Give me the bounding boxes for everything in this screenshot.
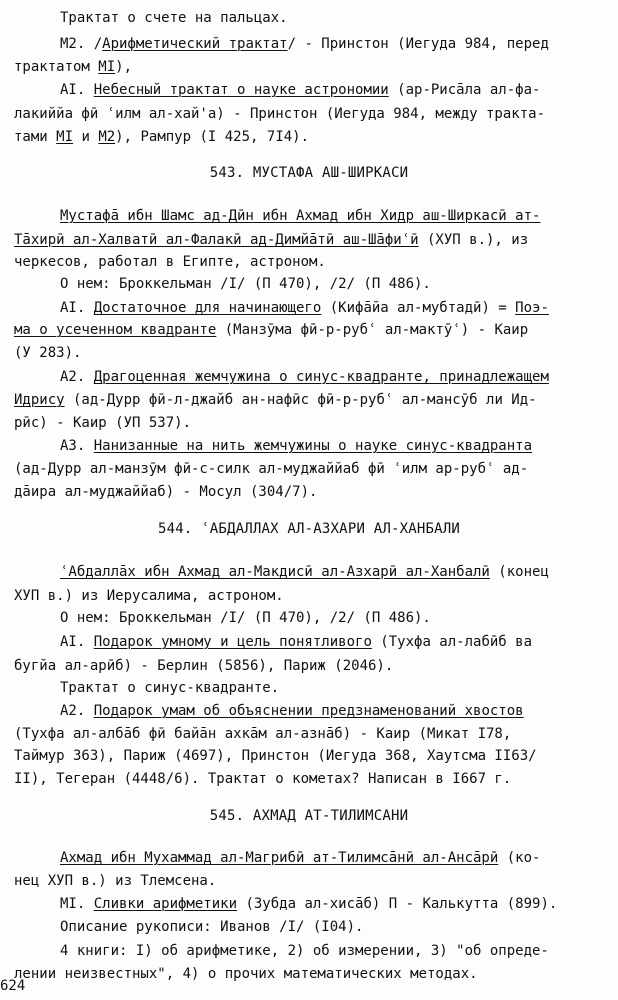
underlined-title: ма о усеченном квадранте	[14, 322, 217, 338]
underlined-title: Подарок умному и цель понятливого	[93, 634, 372, 650]
text-span: О нем: Броккельман /I/ (П 470), /2/ (П 486).	[60, 276, 431, 292]
page-number: 624	[0, 978, 26, 994]
text-span: лакиййа фӣ ʿилм ал-хай'а) - Принстон (Иегуда 984, между тракта-	[14, 106, 546, 122]
text-span: ), Рампур (I 425, 7I4).	[115, 129, 310, 145]
text-span: МI.	[60, 896, 94, 912]
text-line	[0, 298, 618, 318]
text-span: рӣс) - Каир (УП 537).	[14, 415, 192, 431]
text-line	[0, 127, 618, 147]
underlined-title: Тāхирӣ ал-Халватӣ ал-Фалакӣ ад-Димйāтӣ аш-Шāфиʿӣ	[14, 232, 419, 248]
text-span: лении неизвестных", 4) о прочих математических методах.	[14, 966, 478, 982]
text-span: М2. /	[60, 36, 103, 52]
underlined-title: М2	[98, 129, 116, 145]
text-span: АI.	[60, 300, 94, 316]
underlined-title: Сливки арифметики	[93, 896, 238, 912]
text-span: А2.	[60, 703, 94, 719]
text-line	[0, 343, 618, 363]
underlined-title: Ахмад ибн Мухаммад ал-Магрибӣ ат-Тилимсāнӣ ал-Ансāрӣ	[60, 850, 499, 866]
text-line	[0, 413, 618, 433]
text-span: II), Тегеран (4448/6). Трактат о кометах? Написан в I667 г.	[14, 771, 512, 787]
text-span: трактатом	[14, 59, 99, 75]
text-line	[0, 252, 618, 272]
text-span: (ко-	[498, 850, 541, 866]
text-line	[0, 482, 618, 502]
text-line	[0, 871, 618, 891]
text-span: Трактат о счете на пальцах.	[60, 10, 288, 26]
text-line	[0, 724, 618, 744]
section-heading	[0, 806, 618, 826]
underlined-title: Драгоценная жемчужина о синус-квадранте, принадлежащем	[93, 369, 549, 385]
text-span: тами	[14, 129, 57, 145]
text-line	[0, 608, 618, 628]
text-line	[0, 632, 618, 652]
text-span: нец ХУП в.) из Тлемсена.	[14, 873, 217, 889]
text-line	[0, 917, 618, 937]
underlined-title: Нанизанные на нить жемчужины о науке синус-квадранта	[93, 438, 533, 454]
underlined-title: Идрису	[14, 392, 65, 408]
underlined-title: МI	[98, 59, 116, 75]
text-span: О нем: Броккельман /I/ (П 470), /2/ (П 486).	[60, 610, 431, 626]
text-line	[0, 746, 618, 766]
text-span: АI.	[60, 82, 94, 98]
text-line	[0, 104, 618, 124]
text-span: дāира ал-муджаййаб) - Мосул (304/7).	[14, 484, 318, 500]
underlined-title: Арифметический трактат	[102, 36, 288, 52]
text-span: (Кифāйа ал-мубтадӣ) =	[321, 300, 516, 316]
section-heading	[0, 163, 618, 183]
text-span: 543. МУСТАФА АШ-ШИРКАСИ	[209, 165, 409, 181]
text-line	[0, 320, 618, 340]
text-line	[0, 769, 618, 789]
text-line	[0, 656, 618, 676]
text-line	[0, 34, 618, 54]
text-span: 4 книги: I) об арифметике, 2) об измерении, 3) "об опреде-	[60, 943, 549, 959]
text-line	[0, 8, 618, 28]
text-span: (Манзӯма фӣ-р-рубʿ ал-мактӯʿ) - Каир	[216, 322, 529, 338]
text-line	[0, 57, 618, 77]
text-span: черкесов, работал в Египте, астроном.	[14, 254, 326, 270]
text-line	[0, 390, 618, 410]
text-span: Трактат о синус-квадранте.	[60, 680, 280, 696]
underlined-title: ʿАбдаллāх ибн Ахмад ал-Макдисӣ ал-Азхарӣ ал-Ханбалӣ	[60, 564, 490, 580]
text-span: ),	[115, 59, 133, 75]
text-line	[0, 848, 618, 868]
text-span: Описание рукописи: Иванов /I/ (I04).	[60, 919, 364, 935]
text-span: бугйа ал-арӣб) - Берлин (5856), Париж (2046).	[14, 658, 394, 674]
text-span: (ар-Рисāла ал-фа-	[388, 82, 541, 98]
text-line	[0, 274, 618, 294]
text-span: Таймур 363), Париж (4697), Принстон (Иегуда 368, Хаутсма II63/	[14, 748, 537, 764]
text-span: А2.	[60, 369, 94, 385]
text-line	[0, 941, 618, 961]
text-line	[0, 459, 618, 479]
underlined-title: МI	[56, 129, 74, 145]
text-span: / - Принстон (Иегуда 984, перед	[287, 36, 549, 52]
text-span: (ХУП в.), из	[418, 232, 529, 248]
text-span: (Зубда ал-хисāб) П - Калькутта (899).	[237, 896, 558, 912]
text-span: (конец	[489, 564, 549, 580]
section-heading	[0, 519, 618, 539]
text-span: 544. ʿАБДАЛЛАХ АЛ-АЗХАРИ АЛ-ХАНБАЛИ	[157, 521, 460, 537]
text-line	[0, 701, 618, 721]
text-line	[0, 206, 618, 226]
underlined-title: Поэ-	[515, 300, 549, 316]
underlined-title: Достаточное для начинающего	[93, 300, 322, 316]
text-line	[0, 367, 618, 387]
text-line	[0, 436, 618, 456]
underlined-title: Небесный трактат о науке астрономии	[93, 82, 389, 98]
text-span: АI.	[60, 634, 94, 650]
text-span: и	[73, 129, 99, 145]
underlined-title: Мустафā ибн Шамс ад-Дӣн ибн Ахмад ибн Хидр аш-Ширкасӣ ат-	[60, 208, 541, 224]
text-span: (Тухфа ал-лабӣб ва	[371, 634, 533, 650]
text-line	[0, 80, 618, 100]
text-line	[0, 586, 618, 606]
text-span: (Тухфа ал-албāб фӣ байāн ахкāм ал-азнāб) - Каир (Микат I78,	[14, 726, 512, 742]
text-line	[0, 894, 618, 914]
text-span: (У 283).	[14, 345, 82, 361]
text-line	[0, 678, 618, 698]
text-line	[0, 562, 618, 582]
text-span: (ад-Дурр ал-манзӯм фӣ-с-силк ал-муджаййаб фӣ ʿилм ар-рубʿ ад-	[14, 461, 529, 477]
text-line	[0, 230, 618, 250]
underlined-title: Подарок умам об объяснении предзнаменований хвостов	[93, 703, 524, 719]
text-span: ХУП в.) из Иерусалима, астроном.	[14, 588, 284, 604]
text-span: (ад-Дурр фӣ-л-джайб ан-нафӣс фӣ-р-рубʿ ал-мансӯб ли Ид-	[64, 392, 537, 408]
text-span: А3.	[60, 438, 94, 454]
text-span: 545. АХМАД АТ-ТИЛИМСАНИ	[209, 808, 409, 824]
